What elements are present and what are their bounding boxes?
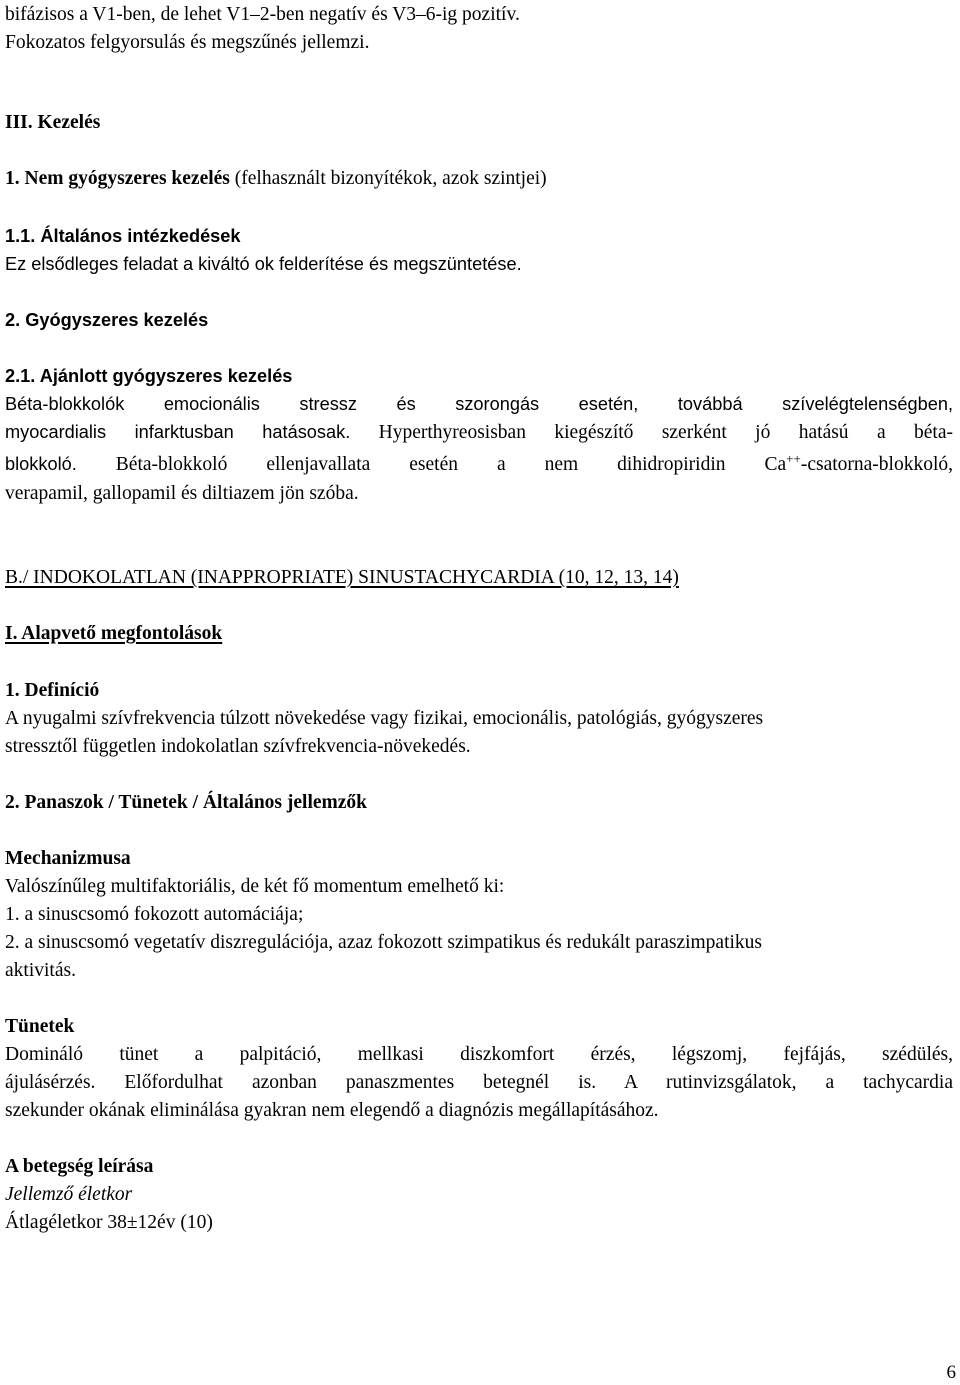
text-segment: Béta-blokkoló ellenjavallata esetén a nem dihidropiridin Ca	[76, 454, 787, 475]
text-line: bifázisos a V1-ben, de lehet V1–2-ben negatív és V3–6-ig pozitív.	[5, 4, 520, 25]
text-line: Ez elsődleges feladat a kiváltó ok felderítése és megszüntetése.	[5, 254, 522, 274]
text-line: A nyugalmi szívfrekvencia túlzott növekedése vagy fizikai, emocionális, patológiás, gyógyszeres	[5, 708, 764, 729]
text-segment: blokkoló.	[5, 454, 77, 474]
subheading-mechanizmusa: Mechanizmusa	[5, 848, 131, 869]
subheading-betegseg-leirasa: A betegség leírása	[5, 1156, 154, 1177]
subheading-jellemzo-eletkor: Jellemző életkor	[5, 1184, 133, 1205]
section-heading-kezeles: III. Kezelés	[5, 112, 101, 133]
subheading-panaszok: 2. Panaszok / Tünetek / Általános jellemzők	[5, 792, 368, 813]
text-segment: -csatorna-blokkoló,	[800, 454, 953, 475]
subheading-tunetek: Tünetek	[5, 1016, 75, 1037]
text-segment: Hyperthyreosisban kiegészítő szerként jó hatású a béta-	[350, 422, 953, 443]
text-line: verapamil, gallopamil és diltiazem jön szóba.	[5, 483, 359, 504]
text-segment: myocardialis infarktusban hatásosak.	[5, 422, 351, 442]
text-line	[5, 420, 953, 445]
text-line: szekunder okának eliminálása gyakran nem elegendő a diagnózis megállapításához.	[5, 1100, 659, 1121]
superscript: ++	[786, 451, 801, 466]
page-number: 6	[946, 1362, 956, 1383]
text-line: ájulásérzés. Előfordulhat azonban panaszmentes betegnél is. A rutinvizsgálatok, a tachycardia	[5, 1072, 953, 1093]
list-item: 2. a sinuscsomó vegetatív diszregulációja, azaz fokozott szimpatikus és redukált paraszimpatikus	[5, 932, 763, 953]
subheading-ajanlott: 2.1. Ajánlott gyógyszeres kezelés	[5, 366, 293, 386]
subheading-gyogyszeres: 2. Gyógyszeres kezelés	[5, 310, 209, 330]
section-heading-alapveto: I. Alapvető megfontolások	[5, 623, 223, 644]
list-item: 1. a sinuscsomó fokozott automáciája;	[5, 904, 304, 925]
section-heading-sinustachycardia: B./ INDOKOLATLAN (INAPPROPRIATE) SINUSTACHYCARDIA (10, 12, 13, 14)	[5, 567, 679, 588]
text-line	[5, 452, 953, 477]
text-line: Béta-blokkolók emocionális stressz és szorongás esetén, továbbá szívelégtelenségben,	[5, 394, 953, 414]
text-line: aktivitás.	[5, 960, 76, 981]
text-line: Átlagéletkor 38±12év (10)	[5, 1212, 213, 1233]
subheading-normal-part: (felhasznált bizonyítékok, azok szintjei)	[229, 168, 547, 189]
text-line: Valószínűleg multifaktoriális, de két fő momentum emelhető ki:	[5, 876, 505, 897]
text-line: stressztől független indokolatlan szívfrekvencia-növekedés.	[5, 736, 471, 757]
subheading-bold-part: 1. Nem gyógyszeres kezelés	[5, 168, 230, 189]
subheading-altalanos: 1.1. Általános intézkedések	[5, 226, 241, 246]
subheading-nem-gyogyszeres	[5, 167, 547, 191]
subheading-definicio: 1. Definíció	[5, 680, 100, 701]
text-line: Fokozatos felgyorsulás és megszűnés jellemzi.	[5, 32, 370, 53]
text-line: Domináló tünet a palpitáció, mellkasi diszkomfort érzés, légszomj, fejfájás, szédülés,	[5, 1044, 953, 1065]
